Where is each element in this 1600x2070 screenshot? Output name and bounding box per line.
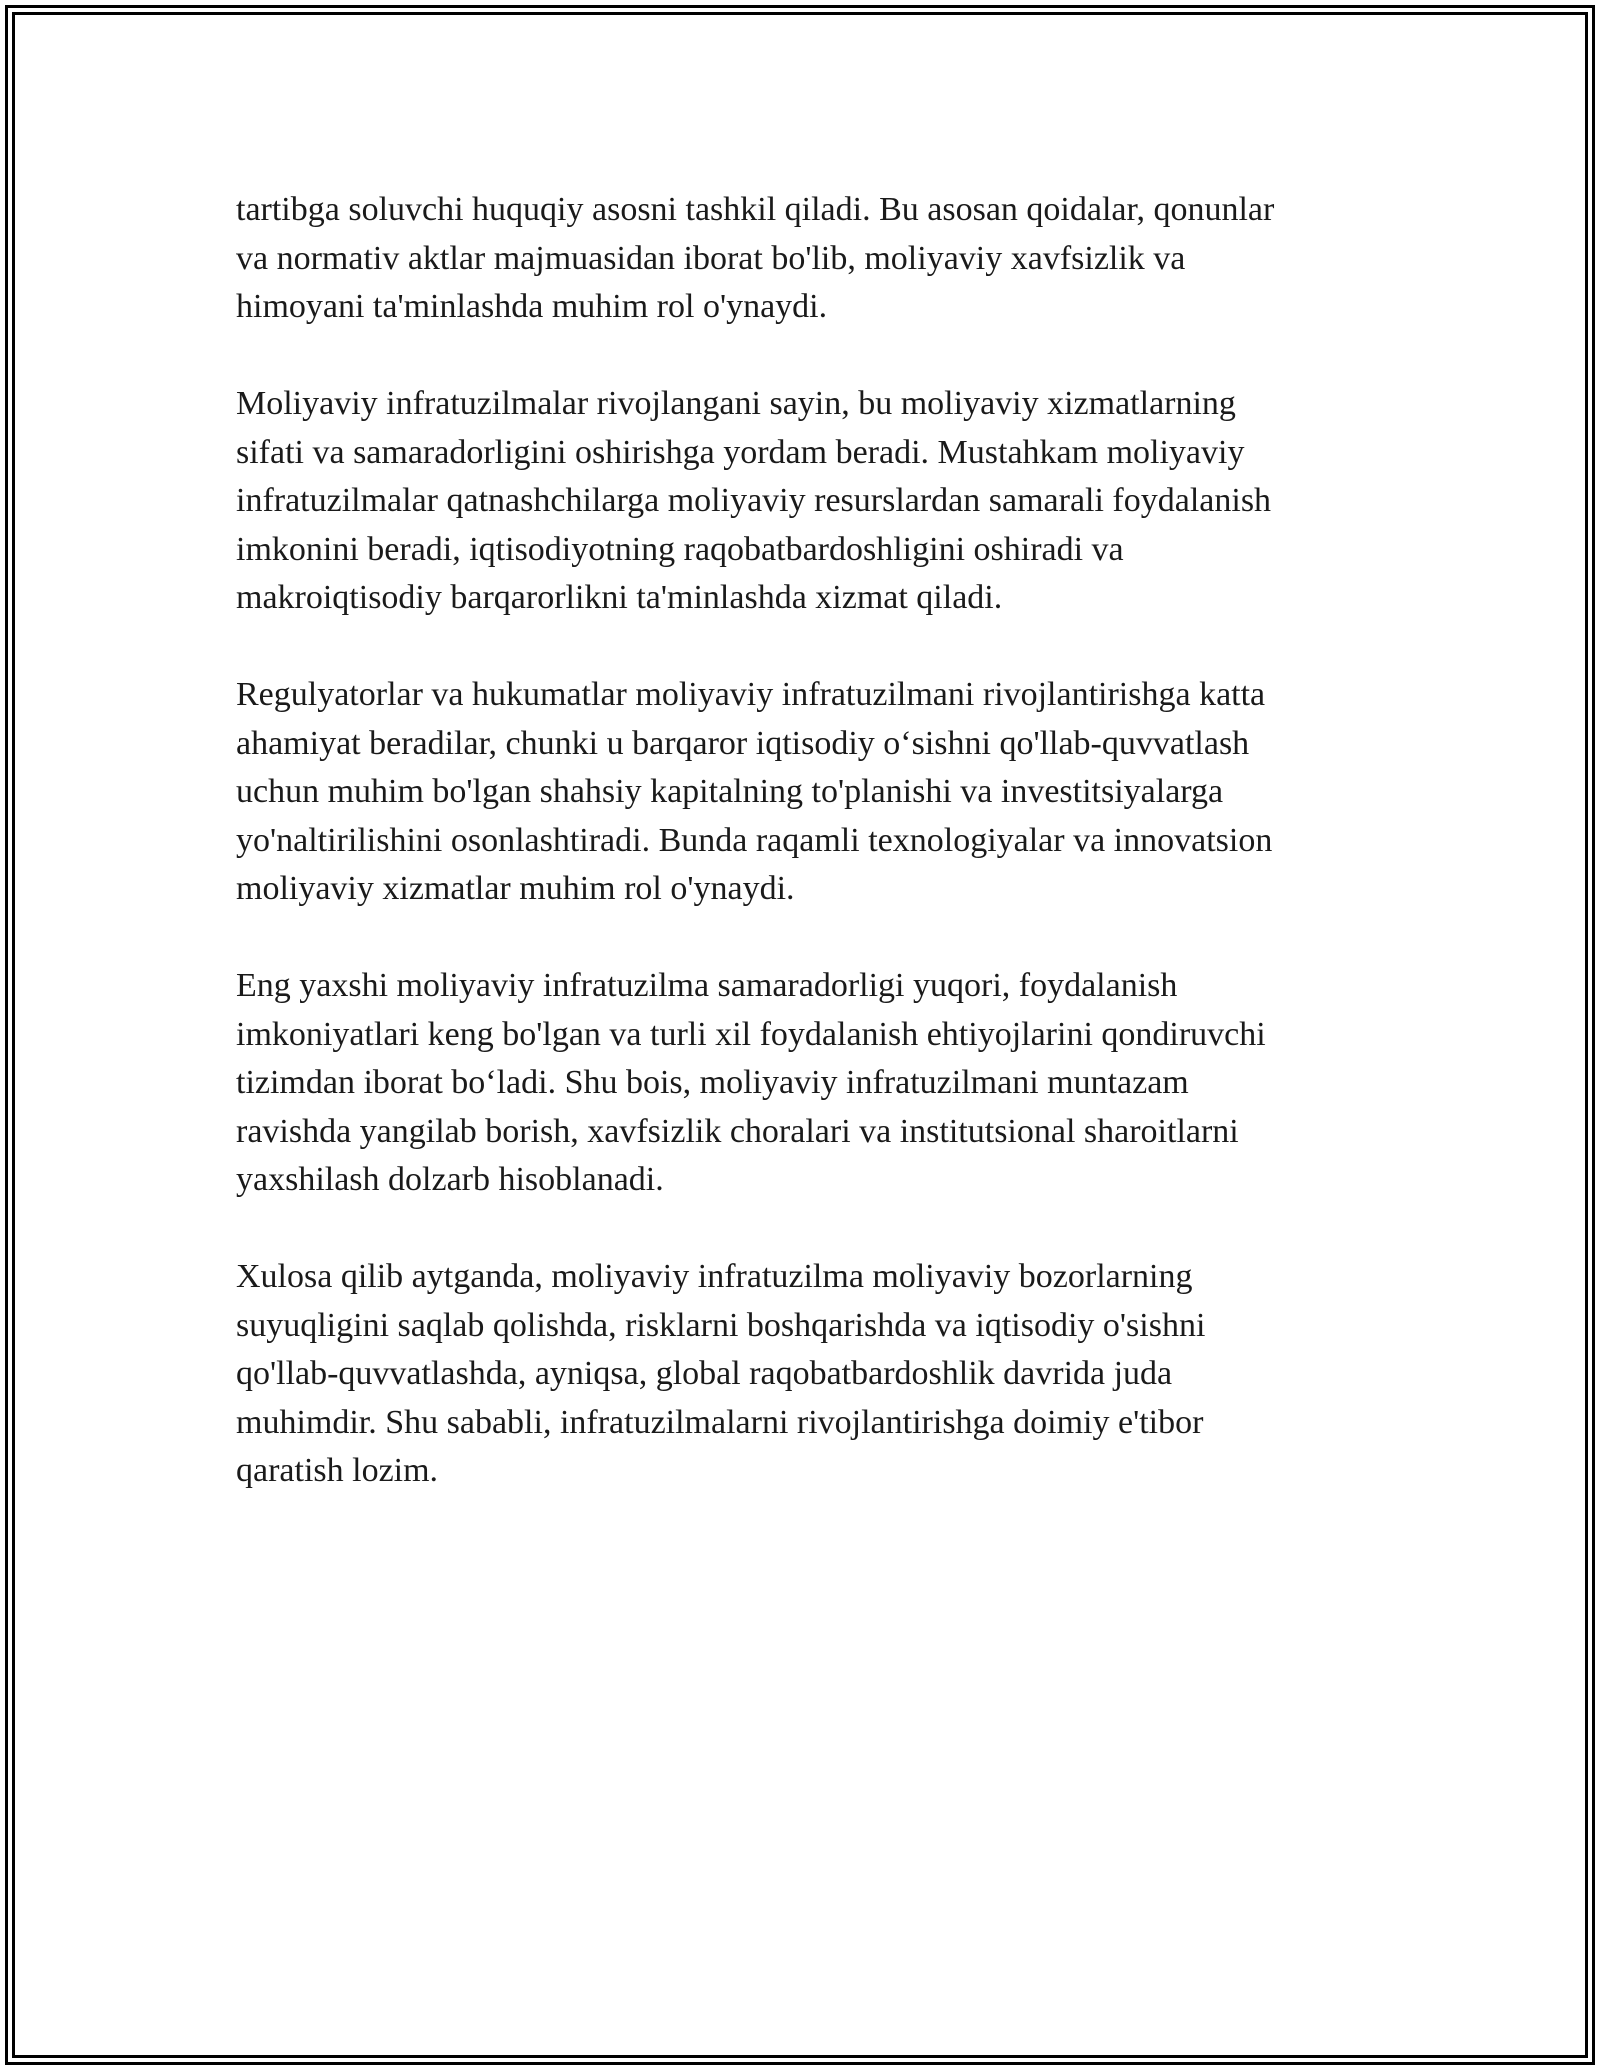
text-line: Xulosa qilib aytganda, moliyaviy infratuzilma moliyaviy bozorlarning xyxy=(236,1258,1193,1295)
text-line: qaratish lozim. xyxy=(236,1452,439,1489)
text-line: moliyaviy xizmatlar muhim rol o'ynaydi. xyxy=(236,870,795,907)
text-line: infratuzilmalar qatnashchilarga moliyaviy resurslardan samarali foydalanish xyxy=(236,482,1272,519)
text-line: ravishda yangilab borish, xavfsizlik choralari va institutsional sharoitlarni xyxy=(236,1112,1239,1150)
text-line: suyuqligini saqlab qolishda, risklarni boshqarishda va iqtisodiy o'sishni xyxy=(236,1306,1206,1344)
text-line: himoyani ta'minlashda muhim rol o'ynaydi. xyxy=(236,288,828,325)
paragraph-1 xyxy=(236,186,1376,332)
text-line: imkonini beradi, iqtisodiyotning raqobatbardoshligini oshiradi va xyxy=(236,530,1124,568)
text-line: Regulyatorlar va hukumatlar moliyaviy infratuzilmani rivojlantirishga katta xyxy=(236,676,1266,713)
text-line: uchun muhim bo'lgan shahsiy kapitalning to'planishi va investitsiyalarga xyxy=(236,773,1224,810)
text-line: Moliyaviy infratuzilmalar rivojlangani sayin, bu moliyaviy xizmatlarning xyxy=(236,385,1236,422)
text-line: yo'naltirilishini osonlashtiradi. Bunda raqamli texnologiyalar va innovatsion xyxy=(236,821,1273,859)
text-line: tartibga soluvchi huquqiy asosni tashkil qiladi. Bu asosan qoidalar, qonunlar xyxy=(236,191,1275,228)
document-body xyxy=(236,186,1376,1544)
text-line: tizimdan iborat bo‘ladi. Shu bois, moliyaviy infratuzilmani muntazam xyxy=(236,1064,1189,1101)
text-line: qo'llab-quvvatlashda, ayniqsa, global raqobatbardoshlik davrida juda xyxy=(236,1355,1173,1392)
text-line: va normativ aktlar majmuasidan iborat bo'lib, moliyaviy xavfsizlik va xyxy=(236,239,1186,277)
paragraph-4 xyxy=(236,962,1376,1205)
text-line: Eng yaxshi moliyaviy infratuzilma samaradorligi yuqori, foydalanish xyxy=(236,967,1178,1004)
text-line: imkoniyatlari keng bo'lgan va turli xil foydalanish ehtiyojlarini qondiruvchi xyxy=(236,1015,1266,1053)
paragraph-5 xyxy=(236,1253,1376,1496)
paragraph-3 xyxy=(236,671,1376,914)
text-line: muhimdir. Shu sababli, infratuzilmalarni rivojlantirishga doimiy e'tibor xyxy=(236,1403,1204,1441)
text-line: yaxshilash dolzarb hisoblanadi. xyxy=(236,1161,664,1198)
text-line: ahamiyat beradilar, chunki u barqaror iqtisodiy o‘sishni qo'llab-quvvatlash xyxy=(236,724,1250,762)
paragraph-2 xyxy=(236,380,1376,623)
text-line: sifati va samaradorligini oshirishga yordam beradi. Mustahkam moliyaviy xyxy=(236,433,1245,471)
text-line: makroiqtisodiy barqarorlikni ta'minlashda xizmat qiladi. xyxy=(236,579,1003,616)
